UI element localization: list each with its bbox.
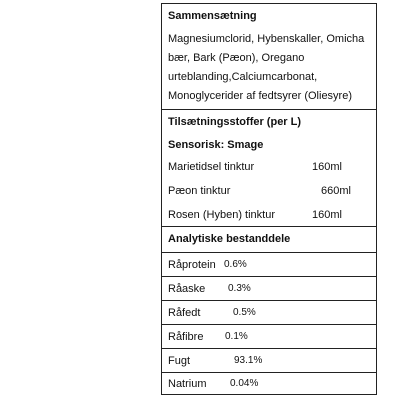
analysis-name: Natrium	[168, 378, 207, 390]
analysis-row	[162, 253, 376, 277]
analysis-value: 0.04%	[230, 378, 259, 389]
analysis-value: 0.5%	[233, 307, 256, 318]
composition-line: urteblanding,Calciumcarbonat,	[168, 71, 318, 83]
product-label	[161, 3, 377, 395]
additive-value: 160ml	[312, 209, 342, 221]
analysis-heading-row	[162, 227, 376, 253]
analysis-value: 93.1%	[234, 355, 263, 366]
composition-section	[162, 4, 376, 110]
analysis-value: 0.6%	[224, 259, 247, 270]
analysis-name: Fugt	[168, 355, 191, 367]
additives-subheading: Sensorisk: Smage	[168, 139, 264, 151]
analysis-name: Råfibre	[168, 331, 204, 343]
composition-heading: Sammensætning	[168, 10, 257, 22]
additives-heading: Tilsætningsstoffer (per L)	[168, 116, 302, 128]
analysis-name: Råfedt	[168, 307, 201, 319]
analysis-name: Råaske	[168, 283, 206, 295]
analysis-row	[162, 277, 376, 301]
analysis-value: 0.3%	[228, 283, 251, 294]
analysis-row	[162, 373, 376, 394]
additives-section	[162, 110, 376, 227]
additive-name: Rosen (Hyben) tinktur	[168, 209, 275, 221]
composition-line: Magnesiumclorid, Hybenskaller, Omicha	[168, 33, 365, 45]
additive-name: Marietidsel tinktur	[168, 161, 255, 173]
composition-line: bær, Bark (Pæon), Oregano	[168, 52, 305, 64]
additive-value: 660ml	[321, 185, 351, 197]
analysis-row	[162, 325, 376, 349]
analysis-row	[162, 349, 376, 373]
additive-value: 160ml	[312, 161, 342, 173]
composition-line: Monoglycerider af fedtsyrer (Oliesyre)	[168, 90, 353, 102]
analysis-heading: Analytiske bestanddele	[168, 233, 291, 245]
analysis-value: 0.1%	[225, 331, 248, 342]
analysis-name: Råprotein	[168, 259, 216, 271]
additive-name: Pæon tinktur	[168, 185, 231, 197]
analysis-row	[162, 301, 376, 325]
